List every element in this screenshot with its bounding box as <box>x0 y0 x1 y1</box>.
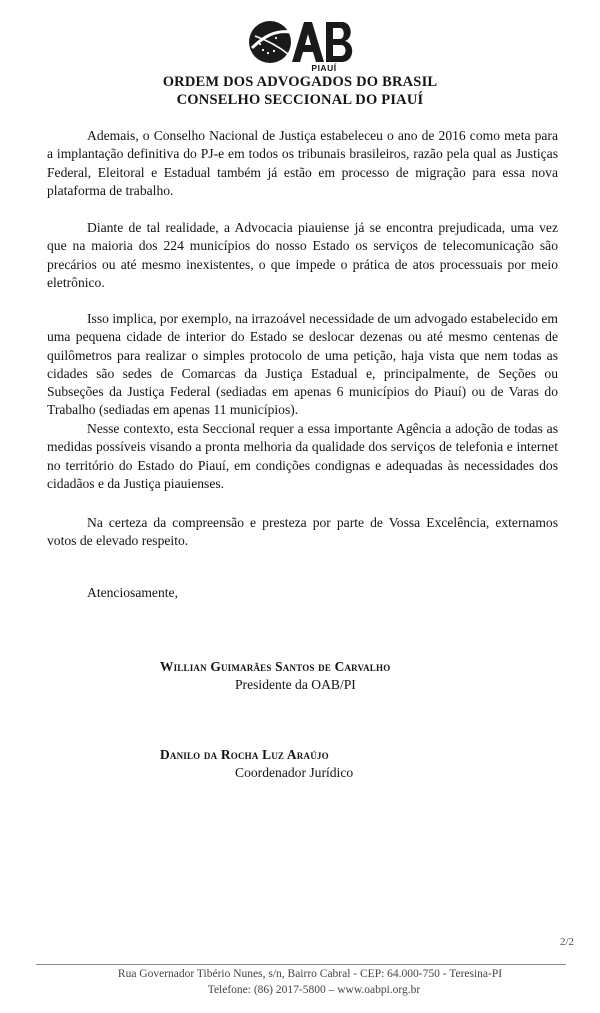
paragraph-1: Ademais, o Conselho Nacional de Justiça estabeleceu o ano de 2016 como meta para a implantação definitiva do PJ-e em todos os tribunais brasileiros, razão pela qual as Justiças Federal, Eleitoral e Estadual também já estão em processo de migração para essa nova plataforma de trabalho. <box>47 128 558 198</box>
organization-name: ORDEM DOS ADVOGADOS DO BRASIL <box>162 74 438 90</box>
signature-block-president <box>160 658 460 694</box>
logo-subtitle: PIAUÍ <box>311 63 337 73</box>
paragraph-3: Isso implica, por exemplo, na irrazoável necessidade de um advogado estabelecido em uma pequena cidade de interior do Estado se deslocar dezenas ou até mesmo centenas de quilômetros para realizar o simples protocolo de uma petição, haja vista que nem todas as cidades são sedes de Comarcas da Justiça Estadual e, principalmente, de Seções ou Subseções da Justiça Federal (sediadas em apenas 6 municípios do Piauí) ou de Varas do Trabalho (sediadas em apenas 11 municípios). <box>47 311 558 418</box>
footer-address: Rua Governador Tibério Nunes, s/n, Bairro Cabral - CEP: 64.000-750 - Teresina-PI <box>117 968 503 980</box>
signature-block-coordinator <box>160 746 460 782</box>
paragraph-4: Nesse contexto, esta Seccional requer a essa importante Agência a adoção de todas as medidas possíveis visando a pronta melhoria da qualidade dos serviços de telefonia e internet no território do Estado do Piauí, em condições condignas e adequadas às necessidades dos cidadãos e da Justiça piauienses. <box>47 421 558 491</box>
signatory-name: Danilo da Rocha Luz Araújo <box>160 747 329 762</box>
signatory-role: Coordenador Jurídico <box>235 765 354 780</box>
page-number: 2/2 <box>560 936 575 948</box>
footer-divider <box>36 964 566 965</box>
signatory-name: Willian Guimarães Santos de Carvalho <box>160 659 391 674</box>
footer-contact: Telefone: (86) 2017-5800 – www.oabpi.org.br <box>207 984 421 996</box>
closing-salutation: Atenciosamente, <box>87 585 178 600</box>
paragraph-5: Na certeza da compreensão e presteza por parte de Vossa Excelência, externamos votos de elevado respeito. <box>47 515 558 549</box>
council-name: CONSELHO SECCIONAL DO PIAUÍ <box>176 92 424 108</box>
paragraph-2: Diante de tal realidade, a Advocacia piauiense já se encontra prejudicada, uma vez que na maioria dos 224 municípios do nosso Estado os serviços de telecomunicação são precários ou até mesmo inexistentes, o que impede o prática de atos processuais por meio eletrônico. <box>47 220 558 290</box>
signatory-role: Presidente da OAB/PI <box>235 677 356 692</box>
